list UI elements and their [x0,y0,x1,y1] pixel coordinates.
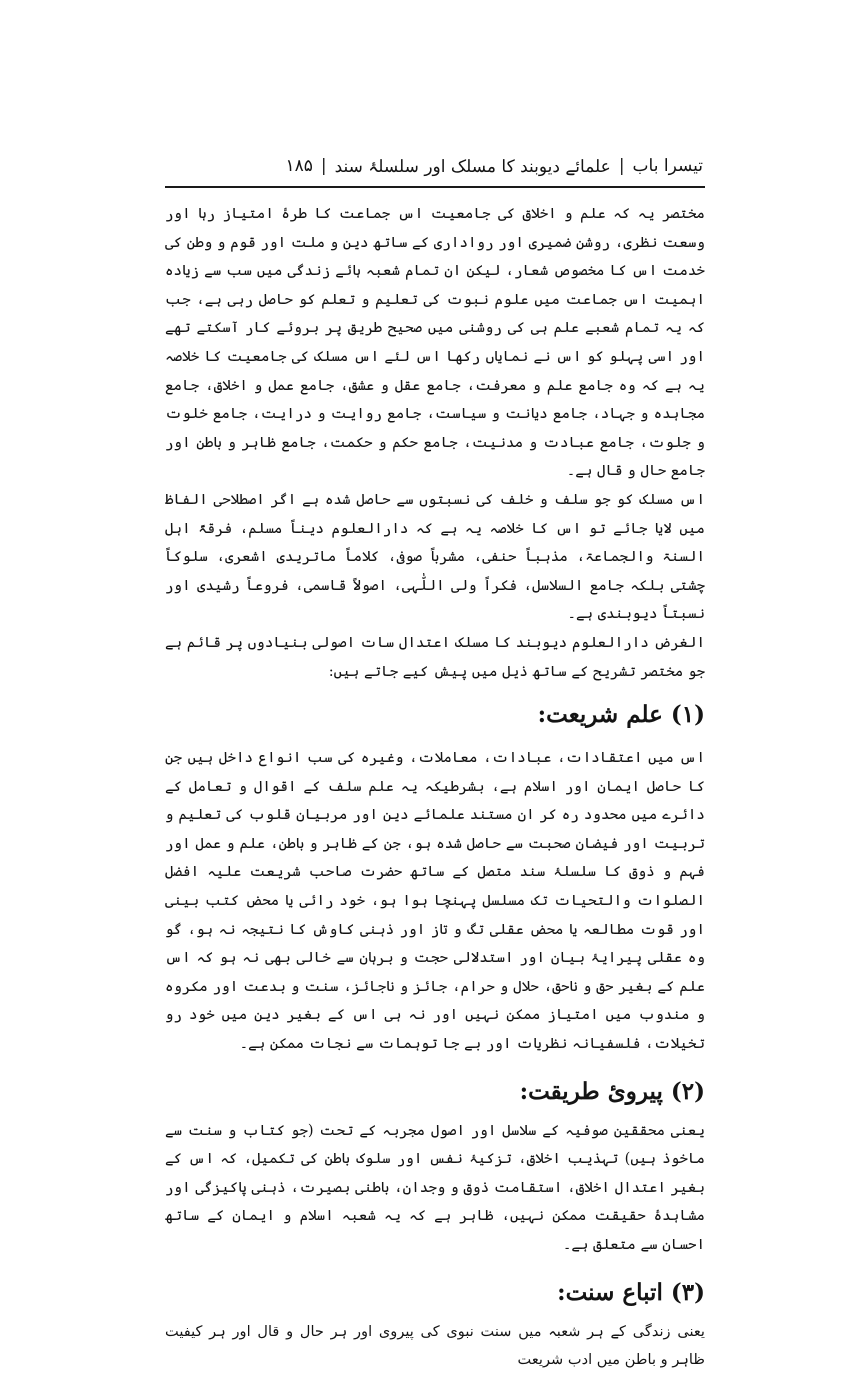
tariqa-paragraph: یعنی محققین صوفیہ کے سلاسل اور اصول مجربہ کے تحت (جو کتاب و سنت سے ماخوذ ہیں) تہذیب اخلاق، تزکیۂ نفس اور سلوک باطن کی تکمیل، کہ اس کے بغیر اعتدال اخلاق، استقامت ذوق و وجدان، باطنی بصیرت، ذہنی پاکیزگی اور مشاہدۂ حقیقت ممکن نہیں، ظاہر ہے کہ یہ شعبہ اسلام و ایمان کے ساتھ احسان سے متعلق ہے۔ [165,1121,705,1253]
section-heading-sharia: (۱) علم شریعت: [537,701,705,729]
chapter-title: علمائے دیوبند کا مسلک اور سلسلۂ سند [334,156,611,177]
sunnah-paragraph: یعنی زندگی کے ہر شعبہ میں سنت نبوی کی پیروی اور ہر حال و قال اور ہر کیفیت ظاہر و باطن میں ادب شریعت [165,1322,705,1369]
principles-paragraph: الغرض دارالعلوم دیوبند کا مسلک اعتدال سات اصولی بنیادوں پر قائم ہے جو مختصر تشریح کے ساتھ ذیل میں پیش کیے جاتے ہیں: [165,633,705,680]
header-separator: | [618,156,625,176]
sharia-paragraph: اس میں اعتقادات، عبادات، معاملات، وغیرہ کی سب انواع داخل ہیں جن کا حاصل ایمان اور اسلام ہے، بشرطیکہ یہ علم سلف کے اقوال و تعامل کے دائرے میں محدود رہ کر ان مستند علمائے دین اور مربیان قلوب کی تعلیم و تربیت اور فیضان صحبت سے حاصل شدہ ہو، جن کے ظاہر و باطن، علم و عمل اور فہم و ذوق کا سلسلۂ سند متصل کے ساتھ حضرت صاحب شریعت علیہ افضل الصلوات والتحیات تک مسلسل پہنچا ہوا ہو، خود رائی یا محض کتب بینی اور قوت مطالعہ یا محض عقلی تگ و تاز اور ذہنی کاوش کا نتیجہ نہ ہو، گو وہ عقلی پیرایۂ بیان اور استدلالی حجت و برہان سے خالی بھی نہ ہو کہ اس علم کے بغیر حق و ناحق، حلال و حرام، جائز و ناجائز، سنت و بدعت اور مکروہ و مندوب میں امتیاز ممکن نہیں اور نہ ہی اس کے بغیر دین میں خود رو تخیلات، فلسفیانہ نظریات اور بے جا توہمات سے نجات ممکن ہے۔ [165,749,705,1053]
header-separator: | [320,156,327,176]
summary-paragraph: اس مسلک کو جو سلف و خلف کی نسبتوں سے حاصل شدہ ہے اگر اصطلاحی الفاظ میں لایا جائے تو اس کا خلاصہ یہ ہے کہ دارالعلوم دیناً مسلم، فرقۃً اہل السنۃ والجماعۃ، مذہباً حنفی، مشرباً صوفی، کلاماً ماتریدی اشعری، سلوکاً چشتی بلکہ جامع السلاسل، فکراً ولی اللّٰہی، اصولاً قاسمی، فروعاً رشیدی اور نسبتاً دیوبندی ہے۔ [165,490,705,623]
header-rule [165,186,705,188]
section-heading-sunnah: (۳) اتباع سنت: [557,1278,705,1306]
running-header [168,148,703,184]
page-number: ۱۸۵ [285,156,313,176]
section-heading-tariqa: (۲) پیروئ طریقت: [519,1077,705,1105]
page-body [165,200,705,1375]
intro-paragraph: مختصر یہ کہ علم و اخلاق کی جامعیت اس جماعت کا طرۂ امتیاز رہا اور وسعت نظری، روشن ضمیری اور رواداری کے ساتھ دین و ملت اور قوم و وطن کی خدمت اس کا مخصوص شعار، لیکن ان تمام شعبہ ہائے زندگی میں سب سے زیادہ اہمیت اس جماعت میں علوم نبوت کی تعلیم و تعلم کو حاصل رہی ہے، جب کہ یہ تمام شعبے علم ہی کی روشنی میں صحیح طریق پر بروئے کار آسکتے تھے اور اسی پہلو کو اس نے نمایاں رکھا اس لئے اس مسلک کی جامعیت کا خلاصہ یہ ہے کہ وہ جامع علم و معرفت، جامع عقل و عشق، جامع عمل و اخلاق، جامع مجاہدہ و جہاد، جامع دیانت و سیاست، جامع روایت و درایت، جامع خلوت و جلوت، جامع عبادت و مدنیت، جامع حکم و حکمت، جامع ظاہر و باطن اور جامع حال و قال ہے۔ [165,205,705,480]
chapter-label: تیسرا باب [632,156,703,176]
